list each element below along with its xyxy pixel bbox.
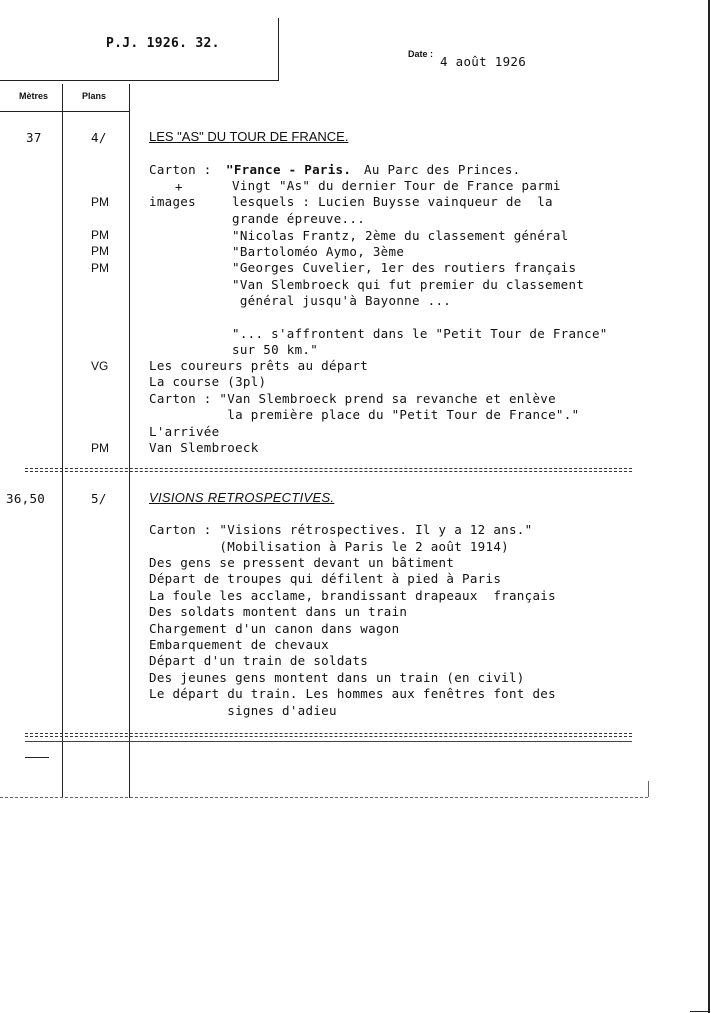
section2-title: VISIONS RETROSPECTIVES.: [149, 490, 335, 505]
section1-line: lesquels : Lucien Buysse vainqueur de la: [232, 194, 553, 209]
section1-line: sur 50 km.": [232, 342, 319, 357]
section2-metres: 36,50: [6, 491, 46, 506]
header-box-right: [278, 18, 279, 81]
carton-title-rest: Au Parc des Princes.: [364, 162, 521, 177]
column-divider-metres: [62, 84, 63, 798]
section2-line: Carton : "Visions rétrospectives. Il y a 12 ans.": [149, 522, 533, 537]
section1-body-line: L'arrivée: [149, 424, 220, 439]
page-right-edge: [648, 781, 649, 797]
column-header-rule: [0, 111, 130, 112]
bottom-separator: [25, 736, 632, 737]
metres-tick: [25, 757, 49, 758]
section2-line: Des soldats montent dans un train: [149, 604, 408, 619]
column-header-plans: Plans: [82, 91, 107, 101]
scan-edge: [708, 0, 710, 1013]
section2-line: La foule les acclame, brandissant drapeaux français: [149, 588, 556, 603]
section2-line: Embarquement de chevaux: [149, 637, 329, 652]
header-box-bottom: [0, 80, 279, 81]
section1-line: "Bartoloméo Aymo, 3ème: [232, 244, 405, 259]
section1-body-line: Carton : "Van Slembroeck prend sa revanche et enlève: [149, 391, 556, 406]
date-label: Date :: [408, 49, 434, 59]
section1-body-line: la première place du "Petit Tour de France".": [149, 407, 580, 422]
section2-line: Des jeunes gens montent dans un train (en civil): [149, 670, 525, 685]
section1-title: LES "AS" DU TOUR DE FRANCE.: [149, 129, 349, 144]
section2-line: (Mobilisation à Paris le 2 août 1914): [149, 539, 509, 554]
section1-line: "Nicolas Frantz, 2ème du classement général: [232, 228, 569, 243]
section1-line: "... s'affrontent dans le "Petit Tour de France": [232, 326, 608, 341]
bottom-separator: [25, 733, 632, 734]
section2-line: Chargement d'un canon dans wagon: [149, 621, 400, 636]
column-header-metres: Mètres: [19, 91, 49, 101]
section-separator: [25, 468, 632, 469]
plan-mark: PM: [91, 441, 109, 455]
section1-body-line: Les coureurs prêts au départ: [149, 358, 369, 373]
plan-mark: VG: [91, 359, 109, 373]
section2-line: Départ d'un train de soldats: [149, 653, 369, 668]
scan-corner: [690, 1011, 710, 1012]
section-separator: [25, 471, 632, 472]
plan-mark: PM: [91, 195, 109, 209]
section1-line: Vingt "As" du dernier Tour de France parmi: [232, 178, 561, 193]
carton-label: Carton :: [149, 162, 212, 177]
plan-mark: PM: [91, 228, 109, 242]
section1-line: "Van Slembroeck qui fut premier du classement: [232, 277, 585, 292]
section2-plans: 5/: [91, 491, 107, 506]
plus-sign: +: [175, 179, 183, 194]
section1-body-line: La course (3pl): [149, 374, 267, 389]
document-reference: P.J. 1926. 32.: [106, 36, 220, 51]
images-label: images: [149, 194, 196, 209]
section1-line: "Georges Cuvelier, 1er des routiers français: [232, 260, 577, 275]
page-bottom-rule: [0, 797, 648, 798]
section2-line: signes d'adieu: [149, 703, 337, 718]
bottom-separator: [25, 741, 632, 742]
carton-title-bold: "France - Paris.: [226, 162, 352, 177]
section1-metres: 37: [26, 130, 42, 145]
date-value: 4 août 1926: [440, 54, 527, 69]
section1-line: général jusqu'à Bayonne ...: [232, 293, 452, 308]
section1-plans: 4/: [91, 130, 107, 145]
section2-line: Des gens se pressent devant un bâtiment: [149, 555, 455, 570]
section1-body-line: Van Slembroeck: [149, 440, 259, 455]
section1-line: grande épreuve...: [232, 211, 366, 226]
section2-line: Départ de troupes qui défilent à pied à Paris: [149, 571, 502, 586]
column-divider-plans: [129, 84, 130, 798]
section2-line: Le départ du train. Les hommes aux fenêtres font des: [149, 686, 556, 701]
plan-mark: PM: [91, 244, 109, 258]
plan-mark: PM: [91, 261, 109, 275]
